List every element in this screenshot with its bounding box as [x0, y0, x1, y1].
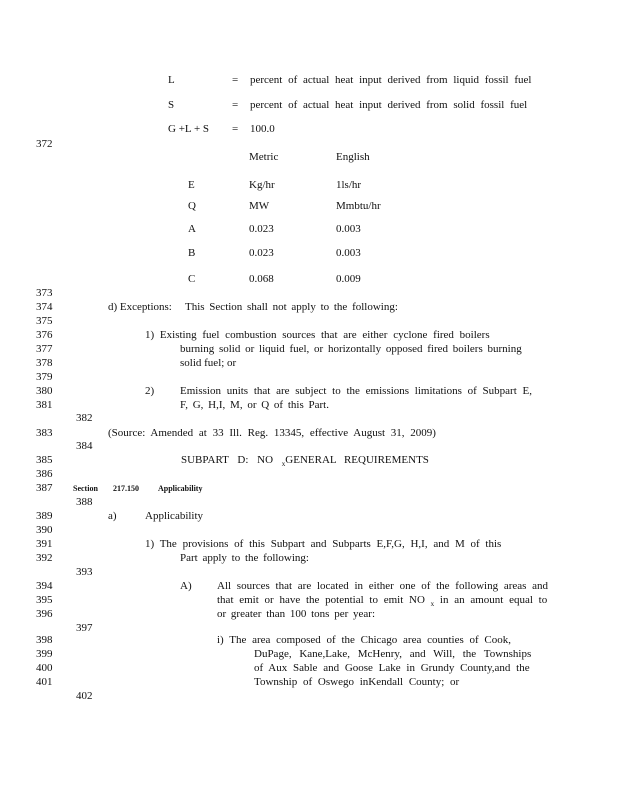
subpart-heading: SUBPART D: NO $_x$GENERAL REQUIREMENTS: [181, 454, 429, 469]
line-number: 383: [36, 427, 53, 439]
def-text: percent of actual heat input derived from solid fossil fuel: [250, 99, 528, 111]
def-equals: =: [232, 74, 239, 86]
paragraph-a: All sources that are located in either one of the following areas and: [217, 580, 549, 592]
paragraph-i: i) The area composed of the Chicago area counties of Cook,: [217, 634, 512, 646]
line-number: 377: [36, 343, 53, 355]
def-symbol: L: [168, 74, 175, 86]
subsection-number: a): [108, 510, 117, 522]
table-symbol: C: [188, 273, 196, 285]
table-metric: 0.023: [249, 247, 274, 259]
exception-item-1: burning solid or liquid fuel, or horizontally opposed fired boilers burning: [180, 343, 522, 355]
line-number: 384: [76, 440, 93, 452]
def-text: percent of actual heat input derived from liquid fossil fuel: [250, 74, 532, 86]
table-english: 0.003: [336, 247, 361, 259]
exception-item-2-number: 2): [145, 385, 155, 397]
section-number: 217.150: [113, 484, 139, 493]
paragraph-i: DuPage, Kane,Lake, McHenry, and Will, the Townships: [254, 648, 532, 660]
exception-item-2: F, G, H,I, M, or Q of this Part.: [180, 399, 329, 411]
line-number: 398: [36, 634, 53, 646]
paragraph-1: Part apply to the following:: [180, 552, 309, 564]
line-number: 390: [36, 524, 53, 536]
line-number: 385: [36, 454, 53, 466]
line-number: 393: [76, 566, 93, 578]
def-equals: =: [232, 123, 239, 135]
line-number: 396: [36, 608, 53, 620]
section-label: Section: [73, 484, 98, 493]
table-metric: MW: [249, 200, 270, 212]
table-symbol: E: [188, 179, 195, 191]
line-number: 388: [76, 496, 93, 508]
paragraph-i: Township of Oswego inKendall County; or: [254, 676, 460, 688]
def-symbol: G +L + S: [168, 123, 210, 135]
def-symbol: S: [168, 99, 175, 111]
table-symbol: Q: [188, 200, 196, 212]
line-number: 376: [36, 329, 53, 341]
table-english: 1ls/hr: [336, 179, 362, 191]
line-number: 375: [36, 315, 53, 327]
line-number: 394: [36, 580, 53, 592]
section-title: Applicability: [158, 484, 203, 493]
exception-item-1: 1) Existing fuel combustion sources that are either cyclone fired boilers: [145, 329, 490, 341]
paragraph-a-number: A): [180, 580, 192, 592]
def-equals: =: [232, 99, 239, 111]
line-number: 392: [36, 552, 53, 564]
exception-item-1: solid fuel; or: [180, 357, 237, 369]
paragraph-a: that emit or have the potential to emit NO $_x$ in an amount equal to: [217, 594, 548, 609]
exception-item-2: Emission units that are subject to the emissions limitations of Subpart E,: [180, 385, 532, 397]
source-note: (Source: Amended at 33 Ill. Reg. 13345, effective August 31, 2009): [108, 427, 436, 439]
line-number: 379: [36, 371, 53, 383]
line-number: 382: [76, 412, 93, 424]
line-number: 374: [36, 301, 53, 313]
line-number: 402: [76, 690, 93, 702]
table-header-metric: Metric: [249, 151, 279, 163]
table-english: 0.003: [336, 223, 361, 235]
table-metric: 0.068: [249, 273, 274, 285]
def-text: 100.0: [250, 123, 275, 135]
paragraph-a: or greater than 100 tons per year:: [217, 608, 375, 620]
table-metric: Kg/hr: [249, 179, 275, 191]
exceptions-heading: d) Exceptions:: [108, 301, 172, 313]
line-number: 400: [36, 662, 53, 674]
line-number: 380: [36, 385, 53, 397]
paragraph-1: 1) The provisions of this Subpart and Subparts E,F,G, H,I, and M of this: [145, 538, 502, 550]
table-metric: 0.023: [249, 223, 274, 235]
table-english: Mmbtu/hr: [336, 200, 381, 212]
line-number: 387: [36, 482, 53, 494]
line-number: 372: [36, 138, 53, 150]
table-symbol: A: [188, 223, 196, 235]
subsection-title: Applicability: [145, 510, 204, 522]
exceptions-intro: This Section shall not apply to the following:: [185, 301, 398, 313]
paragraph-i: of Aux Sable and Goose Lake in Grundy County,and the: [254, 662, 530, 674]
line-number: 378: [36, 357, 53, 369]
table-header-english: English: [336, 151, 370, 163]
line-number: 399: [36, 648, 53, 660]
line-number: 391: [36, 538, 53, 550]
line-number: 397: [76, 622, 93, 634]
line-number: 395: [36, 594, 53, 606]
line-number: 386: [36, 468, 53, 480]
table-symbol: B: [188, 247, 196, 259]
line-number: 373: [36, 287, 53, 299]
line-number: 401: [36, 676, 53, 688]
line-number: 381: [36, 399, 53, 411]
line-number: 389: [36, 510, 53, 522]
table-english: 0.009: [336, 273, 361, 285]
